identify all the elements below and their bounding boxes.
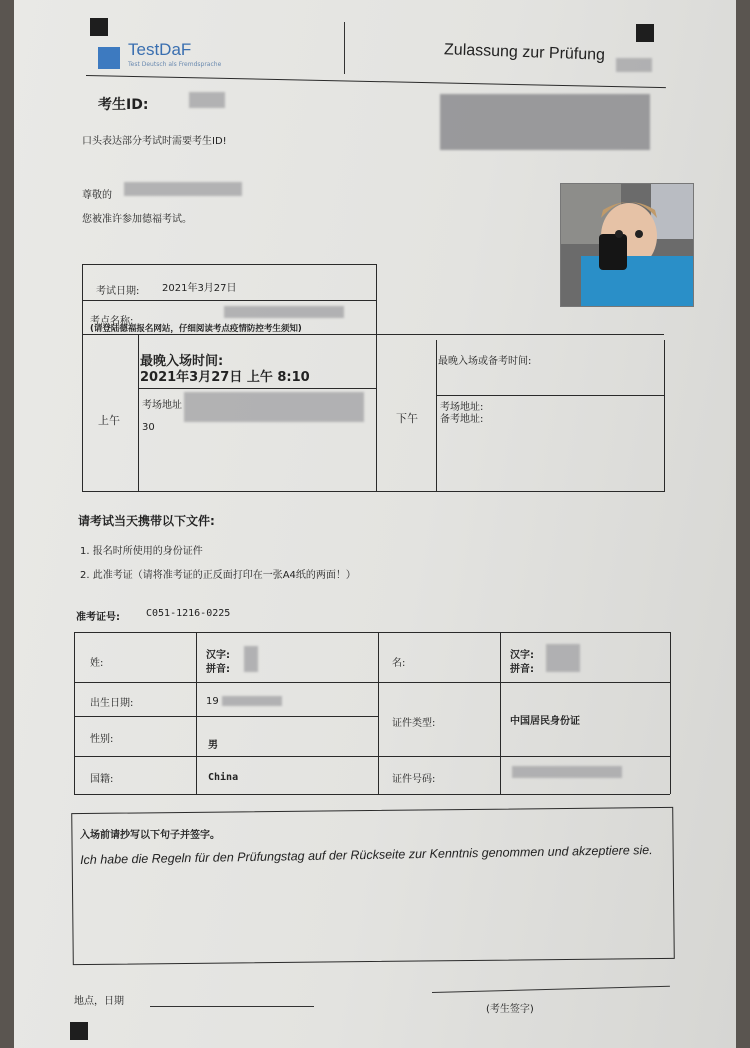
- corner-mark-top-left: [90, 18, 108, 36]
- redacted-surname: [244, 646, 258, 672]
- candidate-photo: [560, 183, 694, 307]
- corner-mark-top-right: [636, 24, 654, 42]
- address-prefix: 30: [142, 422, 155, 433]
- place-date-line: [150, 1006, 314, 1007]
- id-type-value: 中国居民身份证: [510, 716, 580, 727]
- admission-document: [14, 0, 736, 1048]
- redacted-name: [124, 182, 242, 196]
- candidate-id-label: 考生ID:: [98, 97, 149, 113]
- surname-pinyin-label: 拼音:: [206, 664, 230, 675]
- signature-instruction: 入场前请抄写以下句子并签字。: [80, 830, 220, 841]
- nationality-value: China: [208, 772, 239, 783]
- address-label: 考场地址: [142, 400, 182, 411]
- afternoon-prep-label: 备考地址:: [440, 414, 484, 425]
- document-item-1: 1. 报名时所使用的身份证件: [80, 546, 203, 557]
- redacted-barcode: [440, 94, 650, 150]
- latest-entry-label: 最晚入场时间:: [140, 354, 224, 369]
- surname-hanzi-label: 汉字:: [206, 650, 230, 661]
- gender-value: 男: [208, 740, 218, 751]
- table-line: [74, 632, 75, 794]
- table-line: [74, 756, 670, 757]
- redacted-birth-date: [222, 696, 282, 706]
- table-line: [82, 300, 376, 301]
- header-rule: [86, 75, 666, 88]
- table-line: [670, 632, 671, 794]
- birth-date-value: 19: [206, 696, 219, 707]
- table-line: [74, 716, 378, 717]
- afternoon-address-label: 考场地址:: [440, 402, 484, 413]
- table-line: [82, 264, 83, 492]
- table-line: [378, 632, 379, 794]
- table-line: [74, 682, 670, 683]
- latest-entry-value: 2021年3月27日 上午 8:10: [140, 370, 310, 385]
- header-divider: [344, 22, 345, 74]
- redacted-given-name: [546, 644, 580, 672]
- id-number-label: 证件号码:: [392, 774, 436, 785]
- redacted-address: [184, 392, 364, 422]
- signature-label: (考生签字): [486, 1004, 534, 1015]
- afternoon-entry-label: 最晚入场或备考时间:: [438, 356, 532, 367]
- table-line: [74, 632, 670, 633]
- document-title: Zulassung zur Prüfung: [443, 41, 606, 64]
- place-date-label: 地点，日期: [74, 996, 124, 1007]
- ticket-number: C051-1216-0225: [146, 608, 231, 619]
- surname-label: 姓:: [90, 658, 104, 669]
- exam-date-label: 考试日期:: [96, 286, 140, 297]
- table-line: [74, 794, 670, 795]
- table-line: [82, 491, 664, 492]
- redacted-venue: [224, 306, 344, 318]
- table-line: [376, 264, 377, 492]
- given-pinyin-label: 拼音:: [510, 664, 534, 675]
- table-line: [436, 395, 664, 396]
- venue-label: 考点名称:: [90, 316, 134, 327]
- exam-date-value: 2021年3月27日: [162, 283, 237, 294]
- birth-date-label: 出生日期:: [90, 698, 134, 709]
- table-line: [196, 632, 197, 794]
- greeting-text: 尊敬的: [82, 190, 112, 201]
- document-item-2: 2. 此准考证（请将准考证的正反面打印在一张A4纸的两面！）: [80, 570, 356, 581]
- redacted-title-suffix: [616, 58, 652, 72]
- afternoon-label: 下午: [396, 412, 418, 425]
- table-line: [138, 388, 376, 389]
- gender-label: 性别:: [90, 734, 114, 745]
- redacted-id-number: [512, 766, 622, 778]
- signature-line: [432, 986, 670, 993]
- given-hanzi-label: 汉字:: [510, 650, 534, 661]
- nationality-label: 国籍:: [90, 774, 114, 785]
- morning-label: 上午: [98, 414, 120, 427]
- redacted-candidate-id: [189, 92, 225, 108]
- documents-title: 请考试当天携带以下文件:: [78, 514, 215, 528]
- logo-title: TestDaF: [128, 40, 192, 59]
- testdaf-logo-icon: [98, 47, 120, 69]
- id-type-label: 证件类型:: [392, 718, 436, 729]
- admitted-text: 您被准许参加德福考试。: [82, 214, 192, 225]
- table-line: [138, 334, 139, 492]
- table-line: [664, 340, 665, 492]
- german-sentence: Ich habe die Regeln für den Prüfungstag auf der Rückseite zur Kenntnis genommen und akzeptiere sie.: [80, 843, 653, 867]
- candidate-id-note: 口头表达部分考试时需要考生ID!: [82, 136, 227, 147]
- table-line: [436, 340, 437, 492]
- corner-mark-bottom-left: [70, 1022, 88, 1040]
- table-line: [82, 334, 664, 335]
- ticket-label: 准考证号:: [76, 612, 120, 623]
- venue-note: (请登陆德福报名网站，仔细阅读考点疫情防控考生须知): [90, 324, 302, 334]
- table-line: [82, 264, 376, 265]
- table-line: [500, 632, 501, 794]
- logo-subtitle: Test Deutsch als Fremdsprache: [128, 61, 222, 68]
- given-name-label: 名:: [392, 658, 406, 669]
